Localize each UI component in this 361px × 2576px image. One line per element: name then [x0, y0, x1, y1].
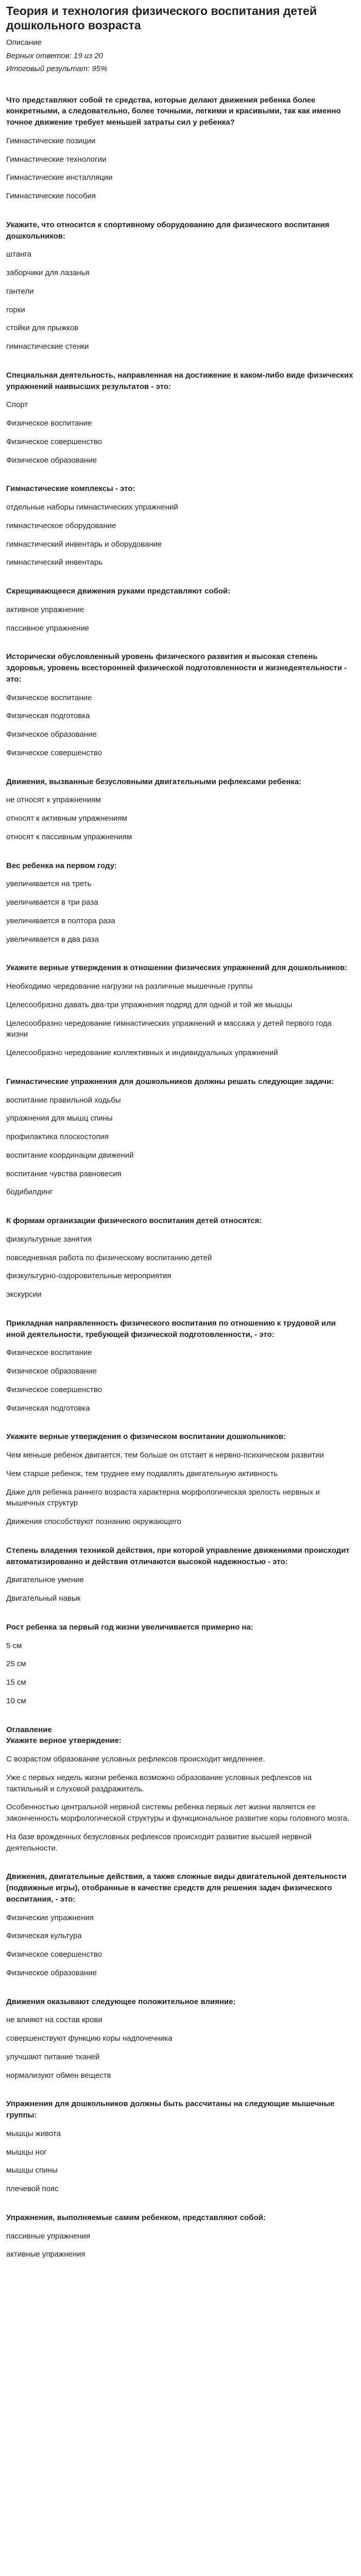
answer-option: пассивные упражнения [6, 2231, 91, 2241]
answer-option: Физическое воспитание [6, 1348, 92, 1358]
answer-option: гимнастическое оборудование [6, 521, 116, 530]
question-block [6, 586, 355, 634]
answer-option: Необходимо чередование нагрузки на различные мышечные группы [6, 982, 253, 991]
answer-option: горки [6, 305, 25, 314]
answer-option: не относят к упражнениям [6, 795, 101, 805]
answer-option: Физическое образование [6, 730, 97, 739]
answer-option: совершенствуют функцию коры надпочечника [6, 2034, 173, 2043]
answer-option: Двигательное умение [6, 1575, 84, 1585]
answer-option: мышцы спины [6, 2166, 58, 2175]
answer-option: Физическое воспитание [6, 419, 92, 428]
answer-option: гимнастический инвентарь [6, 558, 102, 567]
answer-option: Физическая подготовка [6, 711, 90, 721]
answer-option: увеличивается в полтора раза [6, 916, 115, 925]
question-text: Гимнастические упражнения для дошкольников должны решать следующие задачи: [6, 1077, 334, 1086]
question-block [6, 1215, 355, 1300]
answer-option: не влияют на состав крови [6, 2015, 102, 2025]
answer-option: повседневная работа по физическому воспитанию детей [6, 1253, 212, 1262]
answer-option: воспитание правильной ходьбы [6, 1095, 121, 1105]
answer-option: Гимнастические технологии [6, 155, 107, 164]
answer-option: Физическое воспитание [6, 693, 92, 702]
question-block [6, 1724, 355, 1854]
question-text: Прикладная направленность физического воспитания по отношению к трудовой или иной деятельности, требующей физической подготовленности, - это: [6, 1318, 338, 1339]
question-block [6, 860, 355, 945]
answer-option: На базе врожденных безусловных рефлексов происходит развитие высшей нервной деятельности. [6, 1832, 314, 1853]
answer-option: Физическая культура [6, 1931, 82, 1941]
question-text: Гимнастические комплексы - это: [6, 484, 135, 494]
question-text: Вес ребенка на первом году: [6, 861, 117, 870]
answer-option: гантели [6, 286, 34, 296]
answer-option: упражнения для мышц спины [6, 1114, 113, 1123]
answer-option: С возрастом образование условных рефлексов происходит медленнее. [6, 1755, 265, 1764]
question-text: Укажите, что относится к спортивному оборудованию для физического воспитания дошкольников: [6, 220, 332, 241]
answer-option: относят к пассивным упражнениям [6, 832, 132, 841]
answer-option: 5 см [6, 1641, 22, 1650]
description-label: Описание [6, 38, 42, 47]
answer-option: мышцы живота [6, 2129, 61, 2138]
answer-option: Физическое образование [6, 1968, 97, 1977]
final-result: Итоговый результат: 95% [6, 64, 108, 74]
answer-option: 15 см [6, 1678, 26, 1687]
answer-option: экскурсии [6, 1290, 42, 1299]
question-text: Движения оказывают следующее положительное влияние: [6, 1997, 236, 2006]
answer-option: Целесообразно чередование гимнастических упражнений и массажа у детей первого года жизни [6, 1019, 334, 1039]
answer-option: активное упражнение [6, 605, 84, 614]
answer-option: Гимнастические позиции [6, 136, 96, 145]
answer-option: 25 см [6, 1659, 26, 1669]
answer-option: Движения способствуют познанию окружающего [6, 1517, 181, 1527]
answer-option: Физическая подготовка [6, 1403, 90, 1413]
question-block [6, 776, 355, 843]
answer-option: гимнастические стенки [6, 342, 89, 351]
answer-option: плечевой пояс [6, 2184, 59, 2194]
answer-option: Физическое образование [6, 1367, 97, 1376]
answer-option: увеличивается в три раза [6, 898, 98, 907]
answer-option: Двигательный навык [6, 1594, 81, 1603]
answer-option: Гимнастические пособия [6, 192, 96, 201]
questions-list [6, 95, 355, 2261]
answer-option: увеличивается в два раза [6, 935, 99, 944]
question-text: Рост ребенка за первый год жизни увеличивается примерно на: [6, 1622, 253, 1632]
question-text: Движения, двигательные действия, а также сложные виды двигательной деятельности (подвижные игры), отобранные в качестве средств для решения задач физического воспитания, - это: [6, 1872, 349, 1904]
answer-option: активные упражнения [6, 2250, 85, 2259]
answer-option: улучшают питание тканей [6, 2052, 100, 2061]
question-text: К формам организации физического воспитания детей относятся: [6, 1216, 262, 1226]
answer-option: стойки для прыжков [6, 324, 79, 333]
answer-option: Физическое совершенство [6, 748, 102, 757]
question-block [6, 962, 355, 1059]
answer-option: Физическое совершенство [6, 1950, 102, 1959]
question-block [6, 1545, 355, 1604]
answer-option: Физическое совершенство [6, 437, 102, 446]
question-text: Укажите верные утверждения о физическом воспитании дошкольников: [6, 1432, 286, 1442]
answer-option: гимнастический инвентарь и оборудование [6, 539, 162, 549]
question-block [6, 370, 355, 466]
question-text: Упражнения, выполняемые самим ребенком, представляют собой: [6, 2213, 266, 2222]
question-block [6, 1076, 355, 1198]
answer-option: увеличивается на треть [6, 879, 92, 889]
question-block [6, 1431, 355, 1528]
answer-option: Физическое образование [6, 455, 97, 465]
question-text: Упражнения для дошкольников должны быть рассчитаны на следующие мышечные группы: [6, 2099, 337, 2120]
answer-option: штанга [6, 250, 31, 259]
answer-option: Чем меньше ребенок двигается, тем больше он отстает в нервно-психическом развитии [6, 1451, 324, 1460]
answer-option: физкультурные занятия [6, 1234, 92, 1244]
answer-option: 10 см [6, 1696, 26, 1705]
answer-option: относят к активным упражнениям [6, 814, 127, 823]
answer-option: воспитание координации движений [6, 1150, 134, 1160]
question-block [6, 2098, 355, 2195]
question-text: Исторически обусловленный уровень физического развития и высокая степень здоровья, уровень всесторонней физической подготовленности и жизнедеятельности - это: [6, 652, 349, 684]
question-text: Скрещивающееся движения руками представляют собой: [6, 587, 231, 596]
answer-option: мышцы ног [6, 2147, 47, 2157]
question-block [6, 483, 355, 568]
question-block [6, 651, 355, 758]
answer-option: нормализуют обмен веществ [6, 2071, 111, 2080]
question-block [6, 2212, 355, 2260]
answer-option: пассивное упражнение [6, 623, 89, 633]
answer-option: Спорт [6, 400, 28, 410]
answer-option: отдельные наборы гимнастических упражнений [6, 503, 178, 512]
answer-option: Даже для ребенка раннего возраста характерна морфологическая зрелость нервных и мышечных структур [6, 1487, 322, 1508]
page-title: Теория и технология физического воспитания детей дошкольного возраста [6, 4, 317, 32]
answer-option: воспитание чувства равновесия [6, 1169, 122, 1178]
question-text: Укажите верные утверждения в отношении физических упражнений для дошкольников: [6, 963, 348, 973]
answer-option: Целесообразно чередование коллективных и индивидуальных упражнений [6, 1048, 278, 1058]
question-text: Степень владения техникой действия, при которой управление движениями происходит автоматизированно и действия отличаются высокой надежностью - это: [6, 1546, 352, 1566]
question-block [6, 95, 355, 202]
answer-option: Чем старше ребенок, тем труднее ему подавлять двигательную активность [6, 1469, 278, 1478]
answer-option: заборчики для лазанья [6, 268, 90, 278]
answer-option: Особенностью центральной нервной системы ребенка первых лет жизни является ее законченность морфологической структуры и функциональное развитие коры головного мозга. [6, 1803, 350, 1823]
answer-option: бодибилдинг [6, 1188, 53, 1197]
question-block [6, 1996, 355, 2081]
question-block [6, 219, 355, 352]
answer-option: Физические упражнения [6, 1913, 94, 1922]
answer-option: Физическое совершенство [6, 1385, 102, 1394]
question-block [6, 1622, 355, 1707]
answer-option: физкультурно-оздоровительные мероприятия [6, 1272, 171, 1281]
question-block [6, 1871, 355, 1978]
answer-option: профилактика плоскостопия [6, 1132, 109, 1142]
answer-option: Целесообразно давать два-три упражнения подряд для одной и той же мышцы [6, 1000, 293, 1009]
question-text: Что представляют собой те средства, которые делают движения ребенка более конкретными, а следовательно, более точными, легкими и красивыми, так как именно точное движение требует меньшей затраты сил у ребенка? [6, 95, 343, 127]
answer-option: Уже с первых недель жизни ребенка возможно образование условных рефлексов на тактильный и слуховой раздражитель. [6, 1773, 314, 1793]
question-text: Специальная деятельность, направленная на достижение в каком-либо виде физических упражнений наивысших результатов - это: [6, 370, 355, 391]
correct-answers-count: Верных ответов: 19 из 20 [6, 51, 104, 60]
question-text: Оглавление Укажите верное утверждение: [6, 1725, 122, 1745]
question-text: Движения, вызванные безусловными двигательными рефлексами ребенка: [6, 777, 302, 786]
answer-option: Гимнастические инсталляции [6, 173, 113, 182]
question-block [6, 1318, 355, 1414]
